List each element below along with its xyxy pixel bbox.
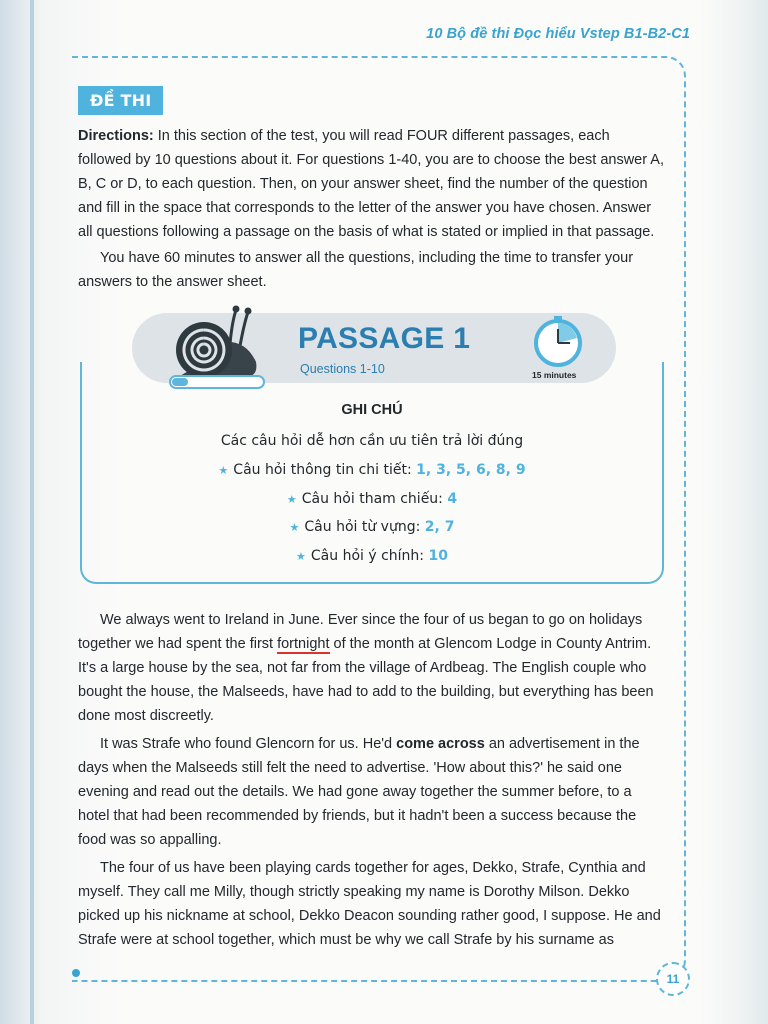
time-note: You have 60 minutes to answer all the questions, including the time to transfer your answers to the answer sheet. [78, 250, 634, 290]
notes-item-vocabulary [80, 519, 664, 535]
directions-paragraph [78, 124, 666, 244]
passage-title: PASSAGE 1 [298, 322, 471, 355]
notes-item-main-idea [80, 548, 664, 564]
running-header: 10 Bộ đề thi Đọc hiểu Vstep B1-B2-C1 [426, 26, 690, 42]
paragraph-text: We always went to Ireland in June. Ever since the four of us began to go on holidays together we had spent the first [78, 612, 643, 652]
paragraph-text: an advertisement in the days when the Malseeds still felt the need to advertise. 'How about this?' he said one evening and read out the details. We had gone away together the summer before, to a hotel that had been recommended by friends, but it hadn't been a success because the food was so appalling. [78, 736, 640, 848]
notes-item-label: Câu hỏi ý chính: [310, 548, 429, 564]
notes-item-detail [80, 462, 664, 478]
notes-item-label: Câu hỏi tham chiếu: [301, 491, 448, 507]
notes-item-label: Câu hỏi từ vựng: [304, 519, 425, 535]
notes-item-numbers: 10 [428, 548, 448, 564]
section-label: ĐỀ THI [78, 86, 163, 115]
star-icon: ★ [286, 493, 297, 506]
directions-label: Directions: [78, 128, 154, 144]
page-spine-edge [30, 0, 34, 1024]
notes-item-numbers: 1, 3, 5, 6, 8, 9 [416, 462, 526, 478]
clock-icon [530, 316, 588, 368]
passage-questions-range: Questions 1-10 [300, 362, 385, 376]
notes-item-label: Câu hỏi thông tin chi tiết: [233, 462, 417, 478]
notes-title: GHI CHÚ [341, 402, 403, 418]
notes-item-numbers: 2, 7 [424, 519, 455, 535]
star-icon: ★ [296, 550, 306, 563]
frame-corner-dot [72, 969, 80, 977]
passage-paragraph-2 [78, 732, 666, 852]
snail-icon [160, 300, 270, 398]
notes-item-numbers: 4 [447, 491, 458, 507]
passage-paragraph-1 [78, 608, 666, 728]
bold-phrase: come across [396, 736, 485, 752]
paragraph-text: of the month at Glencom Lodge in County Antrim. It's a large house by the sea, not far from the village of Ardbeag. The English couple who bought the house, the Malseeds, have had to add to the building, but everything has been done most discreetly. [78, 636, 654, 724]
underlined-word: fortnight [277, 636, 330, 652]
paragraph-text: It was Strafe who found Glencorn for us. He'd [100, 736, 397, 752]
star-icon: ★ [218, 464, 229, 477]
notes-intro: Các câu hỏi dễ hơn cần ưu tiên trả lời đúng [220, 433, 524, 449]
passage-paragraph-3: The four of us have been playing cards together for ages, Dekko, Strafe, Cynthia and myself. They call me Milly, though strictly speaking my name is Dorothy Milson. Dekko picked up his nickname at school, Dekko Deacon sounding rather good, I suppose. He and Strafe were at school together, which must be why we call Strafe by his surname as [78, 860, 661, 948]
page-number: 11 [656, 962, 690, 996]
time-limit-label: 15 minutes [532, 370, 577, 380]
notes-item-reference [80, 491, 664, 507]
directions-text: In this section of the test, you will read FOUR different passages, each followed by 10 questions about it. For questions 1-40, you are to choose the best answer A, B, C or D, to each question. Then, on your answer sheet, find the number of the question and fill in the space that corresponds to the letter of the answer you have chosen. Answer all questions following a passage on the basis of what is stated or implied in that passage. [78, 128, 664, 240]
star-icon: ★ [289, 521, 300, 534]
